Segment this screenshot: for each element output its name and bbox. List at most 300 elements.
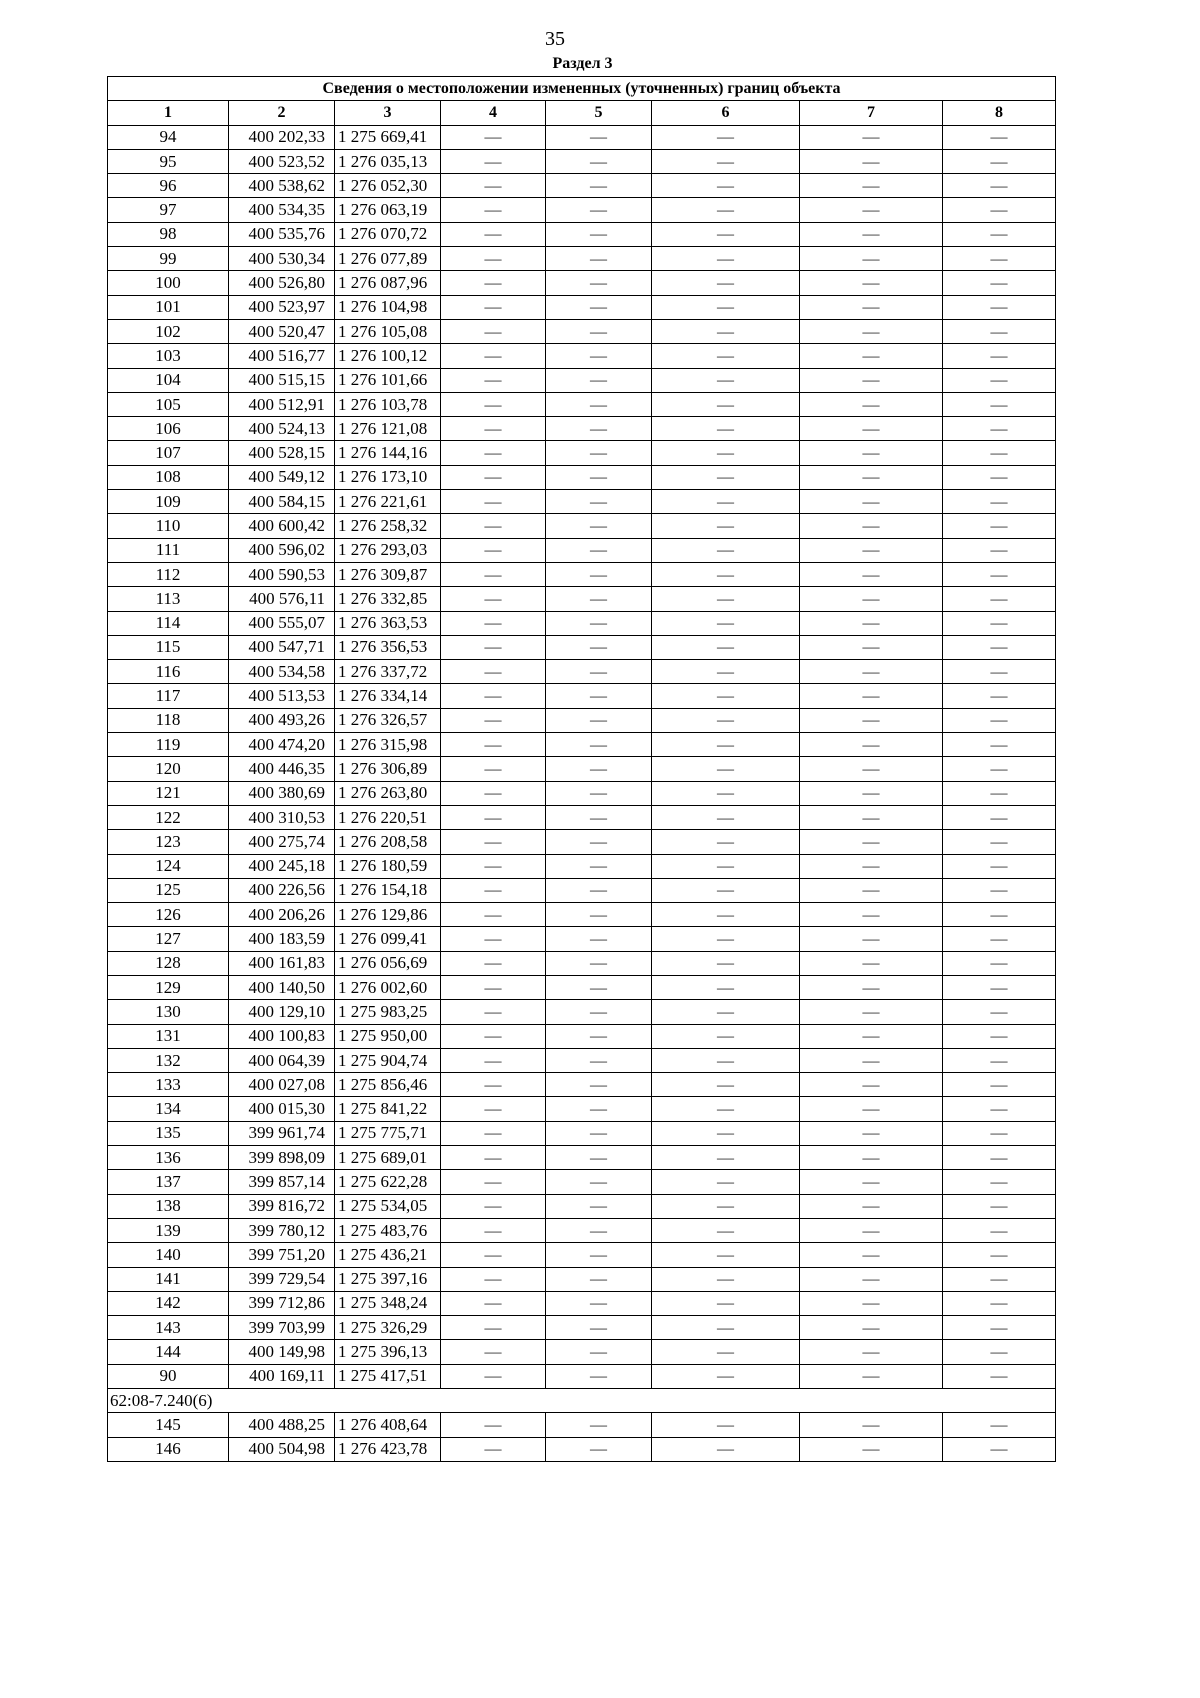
empty-value-cell: — <box>652 1000 800 1024</box>
empty-value-cell: — <box>546 805 652 829</box>
table-row <box>108 854 1056 878</box>
empty-value-cell: — <box>441 562 546 586</box>
point-number-cell: 132 <box>108 1048 229 1072</box>
y-coordinate-cell: 1 276 293,03 <box>335 538 441 562</box>
empty-value-cell: — <box>546 733 652 757</box>
table-row <box>108 805 1056 829</box>
empty-value-cell: — <box>800 174 943 198</box>
x-coordinate-cell: 400 161,83 <box>229 951 335 975</box>
x-coordinate-cell: 400 064,39 <box>229 1048 335 1072</box>
empty-value-cell: — <box>441 198 546 222</box>
table-row <box>108 587 1056 611</box>
table-row <box>108 319 1056 343</box>
empty-value-cell: — <box>943 368 1056 392</box>
table-row <box>108 684 1056 708</box>
empty-value-cell: — <box>652 854 800 878</box>
point-number-cell: 119 <box>108 733 229 757</box>
y-coordinate-cell: 1 276 263,80 <box>335 781 441 805</box>
point-number-cell: 96 <box>108 174 229 198</box>
empty-value-cell: — <box>546 514 652 538</box>
y-coordinate-cell: 1 275 348,24 <box>335 1291 441 1315</box>
empty-value-cell: — <box>943 174 1056 198</box>
table-row <box>108 441 1056 465</box>
table-row <box>108 830 1056 854</box>
point-number-cell: 126 <box>108 903 229 927</box>
point-number-cell: 146 <box>108 1437 229 1461</box>
empty-value-cell: — <box>546 174 652 198</box>
x-coordinate-cell: 400 534,35 <box>229 198 335 222</box>
table-row <box>108 757 1056 781</box>
table-row <box>108 417 1056 441</box>
table-row <box>108 781 1056 805</box>
empty-value-cell: — <box>800 1267 943 1291</box>
empty-value-cell: — <box>800 1073 943 1097</box>
empty-value-cell: — <box>943 1243 1056 1267</box>
empty-value-cell: — <box>652 635 800 659</box>
x-coordinate-cell: 400 528,15 <box>229 441 335 465</box>
empty-value-cell: — <box>546 392 652 416</box>
table-row <box>108 708 1056 732</box>
empty-value-cell: — <box>546 1437 652 1461</box>
empty-value-cell: — <box>441 441 546 465</box>
x-coordinate-cell: 400 245,18 <box>229 854 335 878</box>
y-coordinate-cell: 1 275 436,21 <box>335 1243 441 1267</box>
empty-value-cell: — <box>943 514 1056 538</box>
empty-value-cell: — <box>652 465 800 489</box>
table-row <box>108 1170 1056 1194</box>
empty-value-cell: — <box>441 1267 546 1291</box>
empty-value-cell: — <box>943 684 1056 708</box>
x-coordinate-cell: 400 504,98 <box>229 1437 335 1461</box>
empty-value-cell: — <box>546 247 652 271</box>
y-coordinate-cell: 1 275 856,46 <box>335 1073 441 1097</box>
empty-value-cell: — <box>800 1097 943 1121</box>
point-number-cell: 94 <box>108 125 229 149</box>
empty-value-cell: — <box>546 903 652 927</box>
point-number-cell: 109 <box>108 490 229 514</box>
table-title: Сведения о местоположении измененных (уточненных) границ объекта <box>108 77 1056 101</box>
table-title-row <box>108 77 1056 101</box>
x-coordinate-cell: 399 729,54 <box>229 1267 335 1291</box>
x-coordinate-cell: 400 600,42 <box>229 514 335 538</box>
empty-value-cell: — <box>546 611 652 635</box>
table-row <box>108 344 1056 368</box>
x-coordinate-cell: 400 149,98 <box>229 1340 335 1364</box>
empty-value-cell: — <box>441 781 546 805</box>
empty-value-cell: — <box>441 1024 546 1048</box>
page-number: 35 <box>545 28 565 50</box>
empty-value-cell: — <box>800 1437 943 1461</box>
empty-value-cell: — <box>441 1097 546 1121</box>
table-row <box>108 490 1056 514</box>
empty-value-cell: — <box>943 733 1056 757</box>
y-coordinate-cell: 1 275 841,22 <box>335 1097 441 1121</box>
point-number-cell: 116 <box>108 660 229 684</box>
table-row <box>108 295 1056 319</box>
empty-value-cell: — <box>943 903 1056 927</box>
empty-value-cell: — <box>943 805 1056 829</box>
x-coordinate-cell: 400 310,53 <box>229 805 335 829</box>
empty-value-cell: — <box>943 1146 1056 1170</box>
y-coordinate-cell: 1 276 334,14 <box>335 684 441 708</box>
x-coordinate-cell: 399 898,09 <box>229 1146 335 1170</box>
y-coordinate-cell: 1 275 983,25 <box>335 1000 441 1024</box>
empty-value-cell: — <box>800 1413 943 1437</box>
empty-value-cell: — <box>652 587 800 611</box>
empty-value-cell: — <box>546 1364 652 1388</box>
empty-value-cell: — <box>652 660 800 684</box>
empty-value-cell: — <box>546 635 652 659</box>
empty-value-cell: — <box>441 1316 546 1340</box>
y-coordinate-cell: 1 276 173,10 <box>335 465 441 489</box>
y-coordinate-cell: 1 276 103,78 <box>335 392 441 416</box>
empty-value-cell: — <box>546 1097 652 1121</box>
x-coordinate-cell: 400 520,47 <box>229 319 335 343</box>
empty-value-cell: — <box>546 538 652 562</box>
table-row <box>108 903 1056 927</box>
empty-value-cell: — <box>943 490 1056 514</box>
empty-value-cell: — <box>943 975 1056 999</box>
empty-value-cell: — <box>800 1243 943 1267</box>
empty-value-cell: — <box>652 125 800 149</box>
empty-value-cell: — <box>546 1146 652 1170</box>
y-coordinate-cell: 1 275 396,13 <box>335 1340 441 1364</box>
empty-value-cell: — <box>441 149 546 173</box>
point-number-cell: 97 <box>108 198 229 222</box>
empty-value-cell: — <box>441 805 546 829</box>
x-coordinate-cell: 400 275,74 <box>229 830 335 854</box>
point-number-cell: 129 <box>108 975 229 999</box>
empty-value-cell: — <box>546 1218 652 1242</box>
empty-value-cell: — <box>546 198 652 222</box>
empty-value-cell: — <box>943 1121 1056 1145</box>
table-row <box>108 562 1056 586</box>
empty-value-cell: — <box>441 854 546 878</box>
column-header-7: 7 <box>800 101 943 125</box>
empty-value-cell: — <box>441 733 546 757</box>
empty-value-cell: — <box>441 1340 546 1364</box>
empty-value-cell: — <box>800 951 943 975</box>
empty-value-cell: — <box>652 1340 800 1364</box>
empty-value-cell: — <box>546 368 652 392</box>
x-coordinate-cell: 400 596,02 <box>229 538 335 562</box>
empty-value-cell: — <box>800 1146 943 1170</box>
empty-value-cell: — <box>943 781 1056 805</box>
x-coordinate-cell: 399 816,72 <box>229 1194 335 1218</box>
empty-value-cell: — <box>800 1291 943 1315</box>
empty-value-cell: — <box>800 975 943 999</box>
table-row <box>108 975 1056 999</box>
empty-value-cell: — <box>800 368 943 392</box>
empty-value-cell: — <box>652 951 800 975</box>
point-number-cell: 114 <box>108 611 229 635</box>
empty-value-cell: — <box>546 1194 652 1218</box>
empty-value-cell: — <box>652 271 800 295</box>
table-row <box>108 368 1056 392</box>
y-coordinate-cell: 1 276 180,59 <box>335 854 441 878</box>
x-coordinate-cell: 399 780,12 <box>229 1218 335 1242</box>
point-number-cell: 128 <box>108 951 229 975</box>
empty-value-cell: — <box>441 830 546 854</box>
empty-value-cell: — <box>943 927 1056 951</box>
empty-value-cell: — <box>546 125 652 149</box>
point-number-cell: 110 <box>108 514 229 538</box>
table-row <box>108 660 1056 684</box>
y-coordinate-cell: 1 276 220,51 <box>335 805 441 829</box>
point-number-cell: 141 <box>108 1267 229 1291</box>
y-coordinate-cell: 1 276 144,16 <box>335 441 441 465</box>
empty-value-cell: — <box>800 538 943 562</box>
empty-value-cell: — <box>800 344 943 368</box>
empty-value-cell: — <box>546 562 652 586</box>
empty-value-cell: — <box>943 1000 1056 1024</box>
table-row <box>108 927 1056 951</box>
empty-value-cell: — <box>943 319 1056 343</box>
empty-value-cell: — <box>800 854 943 878</box>
point-number-cell: 123 <box>108 830 229 854</box>
y-coordinate-cell: 1 276 063,19 <box>335 198 441 222</box>
y-coordinate-cell: 1 276 035,13 <box>335 149 441 173</box>
x-coordinate-cell: 400 555,07 <box>229 611 335 635</box>
table-row <box>108 1121 1056 1145</box>
point-number-cell: 130 <box>108 1000 229 1024</box>
empty-value-cell: — <box>943 417 1056 441</box>
table-row <box>108 392 1056 416</box>
empty-value-cell: — <box>441 1291 546 1315</box>
x-coordinate-cell: 400 515,15 <box>229 368 335 392</box>
empty-value-cell: — <box>441 295 546 319</box>
empty-value-cell: — <box>800 1048 943 1072</box>
empty-value-cell: — <box>546 1243 652 1267</box>
empty-value-cell: — <box>800 1194 943 1218</box>
empty-value-cell: — <box>441 1364 546 1388</box>
empty-value-cell: — <box>800 465 943 489</box>
table-header-row <box>108 101 1056 125</box>
empty-value-cell: — <box>800 247 943 271</box>
empty-value-cell: — <box>441 368 546 392</box>
point-number-cell: 140 <box>108 1243 229 1267</box>
empty-value-cell: — <box>546 757 652 781</box>
y-coordinate-cell: 1 276 337,72 <box>335 660 441 684</box>
empty-value-cell: — <box>652 441 800 465</box>
empty-value-cell: — <box>652 781 800 805</box>
table-row <box>108 222 1056 246</box>
empty-value-cell: — <box>652 1218 800 1242</box>
x-coordinate-cell: 400 530,34 <box>229 247 335 271</box>
empty-value-cell: — <box>441 1170 546 1194</box>
y-coordinate-cell: 1 276 154,18 <box>335 878 441 902</box>
empty-value-cell: — <box>943 295 1056 319</box>
table-row <box>108 611 1056 635</box>
empty-value-cell: — <box>652 417 800 441</box>
x-coordinate-cell: 400 535,76 <box>229 222 335 246</box>
column-header-1: 1 <box>108 101 229 125</box>
empty-value-cell: — <box>652 174 800 198</box>
empty-value-cell: — <box>652 975 800 999</box>
y-coordinate-cell: 1 276 356,53 <box>335 635 441 659</box>
empty-value-cell: — <box>652 392 800 416</box>
point-number-cell: 120 <box>108 757 229 781</box>
empty-value-cell: — <box>652 222 800 246</box>
empty-value-cell: — <box>441 1243 546 1267</box>
empty-value-cell: — <box>943 247 1056 271</box>
point-number-cell: 131 <box>108 1024 229 1048</box>
empty-value-cell: — <box>441 465 546 489</box>
y-coordinate-cell: 1 276 056,69 <box>335 951 441 975</box>
empty-value-cell: — <box>441 927 546 951</box>
empty-value-cell: — <box>441 1073 546 1097</box>
point-number-cell: 106 <box>108 417 229 441</box>
x-coordinate-cell: 400 516,77 <box>229 344 335 368</box>
table-row <box>108 514 1056 538</box>
table-row <box>108 247 1056 271</box>
empty-value-cell: — <box>546 344 652 368</box>
empty-value-cell: — <box>652 149 800 173</box>
table-row <box>108 1437 1056 1461</box>
x-coordinate-cell: 400 380,69 <box>229 781 335 805</box>
point-number-cell: 137 <box>108 1170 229 1194</box>
x-coordinate-cell: 400 523,52 <box>229 149 335 173</box>
table-row <box>108 1097 1056 1121</box>
y-coordinate-cell: 1 275 775,71 <box>335 1121 441 1145</box>
empty-value-cell: — <box>943 344 1056 368</box>
empty-value-cell: — <box>943 1291 1056 1315</box>
point-number-cell: 118 <box>108 708 229 732</box>
table-row <box>108 1146 1056 1170</box>
empty-value-cell: — <box>546 319 652 343</box>
table-row <box>108 1364 1056 1388</box>
empty-value-cell: — <box>441 660 546 684</box>
x-coordinate-cell: 399 857,14 <box>229 1170 335 1194</box>
empty-value-cell: — <box>652 1170 800 1194</box>
point-number-cell: 100 <box>108 271 229 295</box>
y-coordinate-cell: 1 275 326,29 <box>335 1316 441 1340</box>
empty-value-cell: — <box>546 927 652 951</box>
point-number-cell: 138 <box>108 1194 229 1218</box>
table-row <box>108 1194 1056 1218</box>
empty-value-cell: — <box>546 465 652 489</box>
empty-value-cell: — <box>800 125 943 149</box>
empty-value-cell: — <box>943 635 1056 659</box>
x-coordinate-cell: 399 961,74 <box>229 1121 335 1145</box>
empty-value-cell: — <box>800 903 943 927</box>
point-number-cell: 101 <box>108 295 229 319</box>
empty-value-cell: — <box>546 1121 652 1145</box>
y-coordinate-cell: 1 276 332,85 <box>335 587 441 611</box>
empty-value-cell: — <box>546 1413 652 1437</box>
empty-value-cell: — <box>943 1267 1056 1291</box>
empty-value-cell: — <box>546 441 652 465</box>
empty-value-cell: — <box>441 514 546 538</box>
y-coordinate-cell: 1 276 208,58 <box>335 830 441 854</box>
empty-value-cell: — <box>441 271 546 295</box>
empty-value-cell: — <box>943 708 1056 732</box>
empty-value-cell: — <box>800 757 943 781</box>
point-number-cell: 124 <box>108 854 229 878</box>
point-number-cell: 127 <box>108 927 229 951</box>
empty-value-cell: — <box>943 1218 1056 1242</box>
empty-value-cell: — <box>652 1121 800 1145</box>
empty-value-cell: — <box>800 878 943 902</box>
empty-value-cell: — <box>800 587 943 611</box>
empty-value-cell: — <box>943 1340 1056 1364</box>
x-coordinate-cell: 400 576,11 <box>229 587 335 611</box>
empty-value-cell: — <box>652 684 800 708</box>
y-coordinate-cell: 1 276 326,57 <box>335 708 441 732</box>
empty-value-cell: — <box>546 781 652 805</box>
empty-value-cell: — <box>652 319 800 343</box>
empty-value-cell: — <box>441 174 546 198</box>
empty-value-cell: — <box>652 538 800 562</box>
empty-value-cell: — <box>943 854 1056 878</box>
empty-value-cell: — <box>800 198 943 222</box>
empty-value-cell: — <box>652 1437 800 1461</box>
empty-value-cell: — <box>546 1170 652 1194</box>
empty-value-cell: — <box>652 611 800 635</box>
empty-value-cell: — <box>800 271 943 295</box>
empty-value-cell: — <box>652 903 800 927</box>
empty-value-cell: — <box>652 1364 800 1388</box>
y-coordinate-cell: 1 276 105,08 <box>335 319 441 343</box>
x-coordinate-cell: 400 183,59 <box>229 927 335 951</box>
table-row <box>108 1316 1056 1340</box>
y-coordinate-cell: 1 276 070,72 <box>335 222 441 246</box>
empty-value-cell: — <box>652 1073 800 1097</box>
table-row <box>108 1000 1056 1024</box>
empty-value-cell: — <box>652 1146 800 1170</box>
empty-value-cell: — <box>943 878 1056 902</box>
empty-value-cell: — <box>800 660 943 684</box>
x-coordinate-cell: 400 015,30 <box>229 1097 335 1121</box>
empty-value-cell: — <box>652 1316 800 1340</box>
y-coordinate-cell: 1 276 077,89 <box>335 247 441 271</box>
x-coordinate-cell: 400 206,26 <box>229 903 335 927</box>
empty-value-cell: — <box>800 708 943 732</box>
y-coordinate-cell: 1 276 052,30 <box>335 174 441 198</box>
empty-value-cell: — <box>652 368 800 392</box>
empty-value-cell: — <box>652 757 800 781</box>
empty-value-cell: — <box>546 1048 652 1072</box>
y-coordinate-cell: 1 275 669,41 <box>335 125 441 149</box>
table-row <box>108 951 1056 975</box>
empty-value-cell: — <box>441 392 546 416</box>
empty-value-cell: — <box>943 222 1056 246</box>
empty-value-cell: — <box>800 149 943 173</box>
subsection-row <box>108 1389 1056 1413</box>
y-coordinate-cell: 1 276 423,78 <box>335 1437 441 1461</box>
empty-value-cell: — <box>943 1194 1056 1218</box>
empty-value-cell: — <box>441 757 546 781</box>
x-coordinate-cell: 400 027,08 <box>229 1073 335 1097</box>
x-coordinate-cell: 400 488,25 <box>229 1413 335 1437</box>
empty-value-cell: — <box>652 1097 800 1121</box>
y-coordinate-cell: 1 276 315,98 <box>335 733 441 757</box>
empty-value-cell: — <box>943 1024 1056 1048</box>
y-coordinate-cell: 1 275 397,16 <box>335 1267 441 1291</box>
empty-value-cell: — <box>943 611 1056 635</box>
x-coordinate-cell: 399 751,20 <box>229 1243 335 1267</box>
y-coordinate-cell: 1 276 129,86 <box>335 903 441 927</box>
empty-value-cell: — <box>441 1437 546 1461</box>
empty-value-cell: — <box>441 222 546 246</box>
empty-value-cell: — <box>943 441 1056 465</box>
y-coordinate-cell: 1 276 363,53 <box>335 611 441 635</box>
x-coordinate-cell: 400 590,53 <box>229 562 335 586</box>
table-row <box>108 1218 1056 1242</box>
empty-value-cell: — <box>652 514 800 538</box>
empty-value-cell: — <box>800 781 943 805</box>
table-row <box>108 1024 1056 1048</box>
